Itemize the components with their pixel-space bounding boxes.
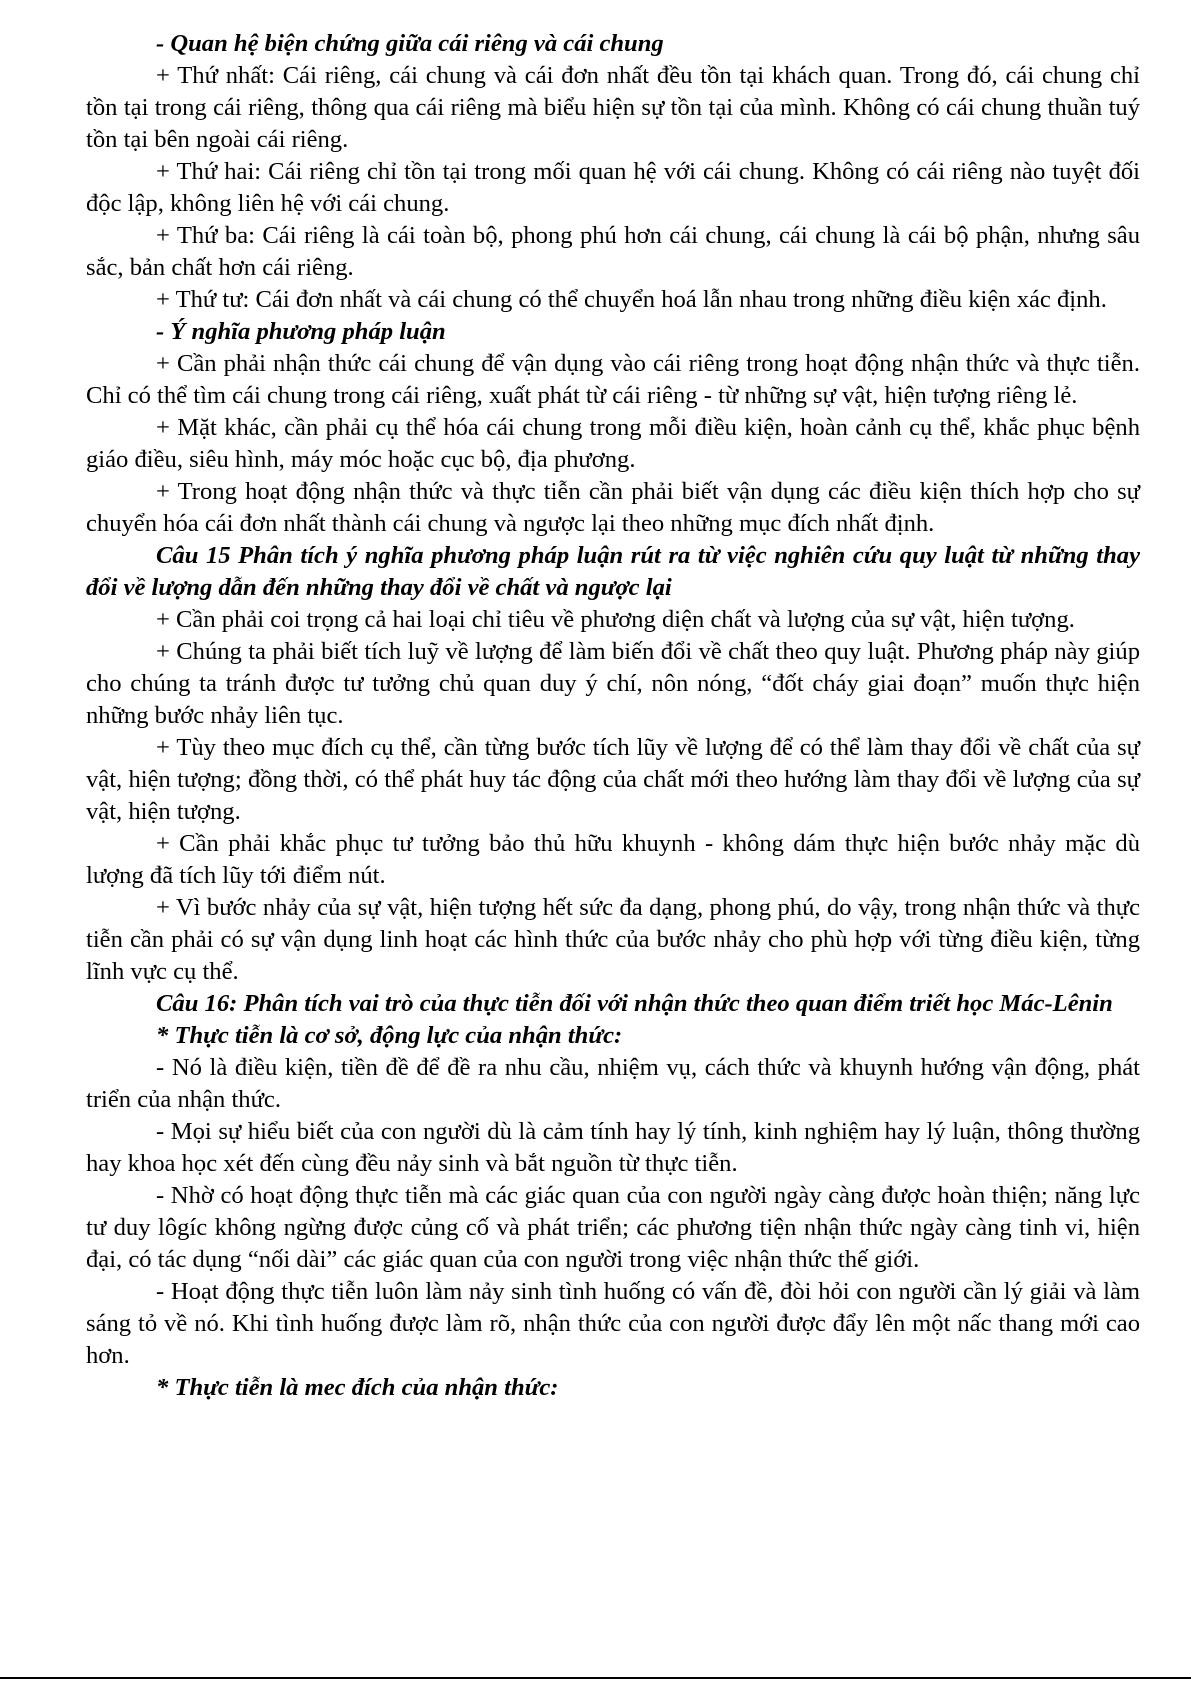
paragraph-q15-5: + Vì bước nhảy của sự vật, hiện tượng hết sức đa dạng, phong phú, do vậy, trong nhận thức và thực tiễn cần phải có sự vận dụng linh hoạt các hình thức của bước nhảy cho phù hợp với từng điều kiện, từng lĩnh vực cụ thể.: [86, 894, 1140, 985]
paragraph-q15-4: + Cần phải khắc phục tư tưởng bảo thủ hữu khuynh - không dám thực hiện bước nhảy mặc dù lượng đã tích lũy tới điểm nút.: [86, 830, 1140, 889]
paragraph-q15-2: + Chúng ta phải biết tích luỹ về lượng để làm biến đổi về chất theo quy luật. Phương pháp này giúp cho chúng ta tránh được tư tưởng chủ quan duy ý chí, nôn nóng, “đốt cháy giai đoạn” muốn thực hiện những bước nhảy liên tục.: [86, 638, 1140, 729]
heading-practice-basis: * Thực tiễn là cơ sở, động lực của nhận thức:: [156, 1022, 623, 1049]
paragraph-method-3: + Trong hoạt động nhận thức và thực tiễn cần phải biết vận dụng các điều kiện thích hợp cho sự chuyển hóa cái đơn nhất thành cái chung và ngược lại theo những mục đích nhất định.: [86, 478, 1140, 537]
paragraph-q16-4: - Hoạt động thực tiễn luôn làm nảy sinh tình huống có vấn đề, đòi hỏi con người cần lý giải và làm sáng tỏ về nó. Khi tình huống được làm rõ, nhận thức của con người được đẩy lên một nấc thang mới cao hơn.: [86, 1278, 1140, 1369]
paragraph-method-2: + Mặt khác, cần phải cụ thể hóa cái chung trong mỗi điều kiện, hoàn cảnh cụ thể, khắc phục bệnh giáo điều, siêu hình, máy móc hoặc cục bộ, địa phương.: [86, 414, 1140, 473]
heading-practice-purpose: * Thực tiễn là mec đích của nhận thức:: [156, 1374, 559, 1401]
paragraph-q15-1: + Cần phải coi trọng cả hai loại chỉ tiêu về phương diện chất và lượng của sự vật, hiện tượng.: [156, 606, 1075, 633]
paragraph-q16-1: - Nó là điều kiện, tiền đề để đề ra nhu cầu, nhiệm vụ, cách thức và khuynh hướng vận động, phát triển của nhận thức.: [86, 1054, 1140, 1113]
paragraph-method-1: + Cần phải nhận thức cái chung để vận dụng vào cái riêng trong hoạt động nhận thức và thực tiễn. Chỉ có thể tìm cái chung trong cái riêng, xuất phát từ cái riêng - từ những sự vật, hiện tượng riêng lẻ.: [86, 350, 1140, 409]
bottom-divider: [0, 1677, 1191, 1679]
paragraph-q16-3: - Nhờ có hoạt động thực tiễn mà các giác quan của con người ngày càng được hoàn thiện; năng lực tư duy lôgíc không ngừng được củng cố và phát triển; các phương tiện nhận thức ngày càng tinh vi, hiện đại, có tác dụng “nối dài” các giác quan của con người trong việc nhận thức thế giới.: [86, 1182, 1140, 1273]
paragraph-first: + Thứ nhất: Cái riêng, cái chung và cái đơn nhất đều tồn tại khách quan. Trong đó, cái chung chỉ tồn tại trong cái riêng, thông qua cái riêng mà biểu hiện sự tồn tại của mình. Không có cái chung thuần tuý tồn tại bên ngoài cái riêng.: [86, 62, 1140, 153]
paragraph-q15-3: + Tùy theo mục đích cụ thể, cần từng bước tích lũy về lượng để có thể làm thay đổi về chất của sự vật, hiện tượng; đồng thời, có thể phát huy tác động của chất mới theo hướng làm thay đổi về lượng của sự vật, hiện tượng.: [86, 734, 1140, 825]
heading-question-16: Câu 16: Phân tích vai trò của thực tiễn đối với nhận thức theo quan điểm triết học Mác-Lênin: [156, 990, 1113, 1017]
paragraph-second: + Thứ hai: Cái riêng chỉ tồn tại trong mối quan hệ với cái chung. Không có cái riêng nào tuyệt đối độc lập, không liên hệ với cái chung.: [86, 158, 1140, 217]
document-page: [86, 28, 1140, 1404]
paragraph-q16-2: - Mọi sự hiểu biết của con người dù là cảm tính hay lý tính, kinh nghiệm hay lý luận, thông thường hay khoa học xét đến cùng đều nảy sinh và bắt nguồn từ thực tiễn.: [86, 1118, 1140, 1177]
paragraph-third: + Thứ ba: Cái riêng là cái toàn bộ, phong phú hơn cái chung, cái chung là cái bộ phận, nhưng sâu sắc, bản chất hơn cái riêng.: [86, 222, 1140, 281]
heading-methodology: - Ý nghĩa phương pháp luận: [156, 318, 446, 345]
heading-dialectic: - Quan hệ biện chứng giữa cái riêng và cái chung: [156, 30, 664, 57]
heading-question-15: Câu 15 Phân tích ý nghĩa phương pháp luận rút ra từ việc nghiên cứu quy luật từ những thay đổi về lượng dẫn đến những thay đổi về chất và ngược lại: [86, 542, 1140, 601]
paragraph-fourth: + Thứ tư: Cái đơn nhất và cái chung có thể chuyển hoá lẫn nhau trong những điều kiện xác định.: [156, 286, 1107, 313]
